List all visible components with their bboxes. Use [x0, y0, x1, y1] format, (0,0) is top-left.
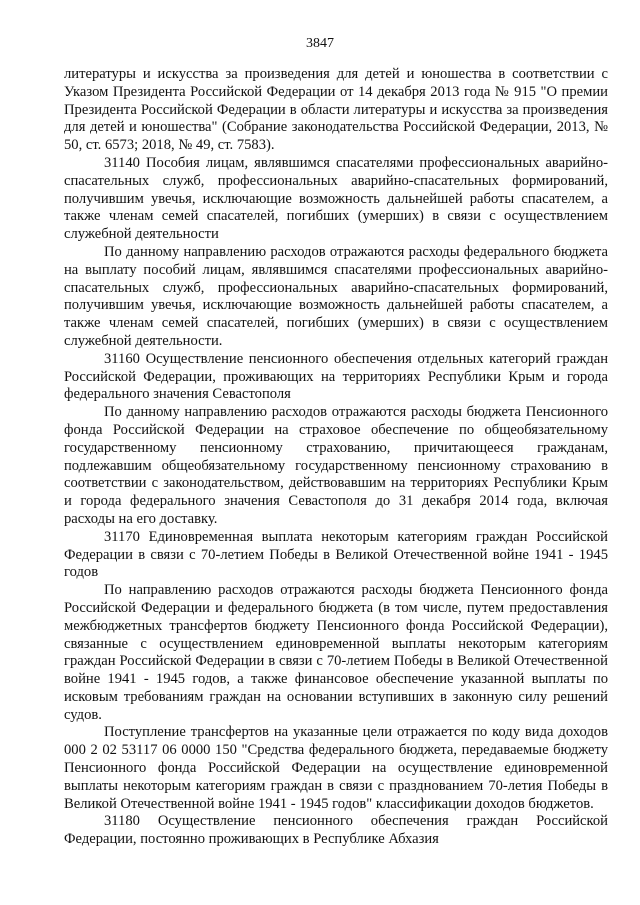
paragraph-description-31140: По данному направлению расходов отражаются расходы федерального бюджета на выплату пособий лицам, являвшимся спасателями профессиональных аварийно-спасательных служб, профессиональных аварийно-спасательных формирований, получившим увечья, исключающие возможность дальнейшей работы спасателем, а также членам семей спасателей, погибших (умерших) в связи с осуществлением служебной деятельности.: [64, 243, 608, 349]
paragraph-heading-31180: 31180 Осуществление пенсионного обеспечения граждан Российской Федерации, постоянно проживающих в Республике Абхазия: [64, 813, 608, 848]
page-number: 3847: [306, 36, 334, 51]
paragraph-heading-31170: 31170 Единовременная выплата некоторым категориям граждан Российской Федерации в связи с 70-летием Победы в Великой Отечественной войне 1941 - 1945 годов: [64, 528, 608, 581]
document-body: [64, 66, 608, 849]
paragraph-description-31170: По направлению расходов отражаются расходы бюджета Пенсионного фонда Российской Федерации и федерального бюджета (в том числе, путем предоставления межбюджетных трансфертов бюджету Пенсионного фонда Российской Федерации), связанные с осуществлением единовременной выплаты некоторым категориям граждан Российской Федерации в связи с 70-летием Победы в Великой Отечественной войне 1941 - 1945 годов, а также финансовое обеспечение указанной выплаты по исковым требованиям граждан на основании вступивших в законную силу решений судов.: [64, 582, 608, 723]
paragraph-continuation-president-prize: литературы и искусства за произведения для детей и юношества в соответствии с Указом Президента Российской Федерации от 14 декабря 2013 года № 915 "О премии Президента Российской Федерации в области литературы и искусства за произведения для детей и юношества" (Собрание законодательства Российской Федерации, 2013, № 50, ст. 6573; 2018, № 49, ст. 7583).: [64, 66, 608, 154]
paragraph-heading-31140: 31140 Пособия лицам, являвшимся спасателями профессиональных аварийно-спасательных служб, профессиональных аварийно-спасательных формирований, получившим увечья, исключающие возможность дальнейшей работы спасателем, а также членам семей спасателей, погибших (умерших) в связи с осуществлением служебной деятельности: [64, 154, 608, 243]
paragraph-description-31160: По данному направлению расходов отражаются расходы бюджета Пенсионного фонда Российской Федерации на страховое обеспечение по общеобязательному государственному пенсионному страхованию, причитающееся гражданам, подлежавшим общеобязательному государственному пенсионному страхованию в соответствии с законодательством, действовавшим на территориях Республики Крым и города федерального значения Севастополя до 31 декабря 2014 года, включая расходы на его доставку.: [64, 404, 608, 527]
paragraph-heading-31160: 31160 Осуществление пенсионного обеспечения отдельных категорий граждан Российской Федерации, проживающих на территориях Республики Крым и города федерального значения Севастополя: [64, 350, 608, 403]
paragraph-transfers-31170: Поступление трансфертов на указанные цели отражается по коду вида доходов 000 2 02 53117 06 0000 150 "Средства федерального бюджета, передаваемые бюджету Пенсионного фонда Российской Федерации на осуществление единовременной выплаты некоторым категориям граждан в связи с празднованием 70-летия Победы в Великой Отечественной войне 1941 - 1945 годов" классификации доходов бюджетов.: [64, 724, 608, 812]
